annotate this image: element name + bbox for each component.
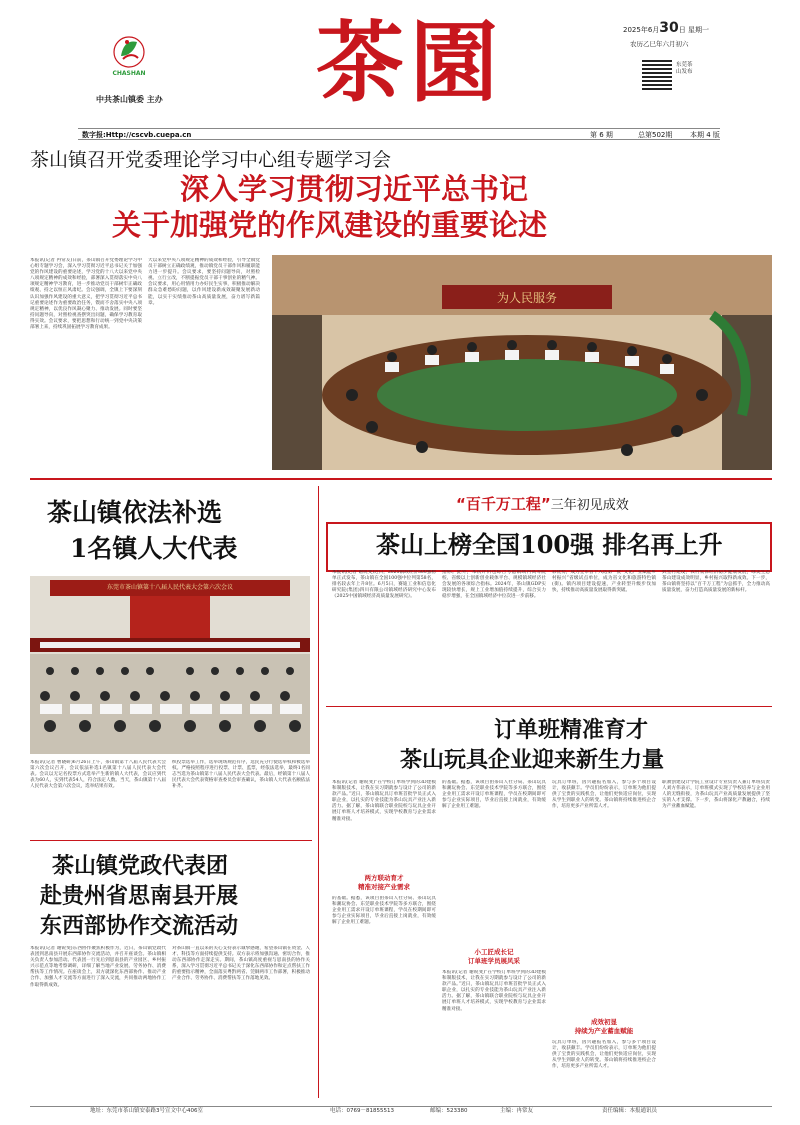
article5-body-col3b: 玩具订单班，因兴趣报名加入，参与多个项目设计，收获颇丰。学员们纷纷表示，订单班为他们提供了宝贵的实践机会，让他们更快适应岗位，实现从学生到职业人的转变。茶山镇将持续推进校企合作，培育更多产业所需人才。 xyxy=(552,1040,656,1070)
sponsor: 中共茶山镇委 主办 xyxy=(96,95,163,104)
subhead-1-line-2: 精准对接产业需求 xyxy=(358,883,410,892)
article3-body-col1: 本报讯(记者 谢锐斐)东西协作聚焦积极作为，近日，茶山镇党政代表团到思南县开展东西部协作交流活动，并召开座谈会。茶山镇相关负责人参加活动。代表团一行先后到思南县的产业园区、乡村振兴示范点等地考察调研，详细了解当地产业发展、劳务协作、消费帮扶等工作情况。在座谈会上，双方就深化东西部协作、推动产业合作、加强人才交流等方面进行了深入交流，共同推动两地协作工作取得新成效。 xyxy=(30,946,166,988)
masthead-title: 茶園 xyxy=(315,10,504,114)
article5-headline-2: 茶山玩具企业迎来新生力量 xyxy=(400,747,665,773)
article3-headline-2: 赴贵州省思南县开展 xyxy=(40,883,239,909)
kicker-rest: 三年初见成效 xyxy=(550,498,629,513)
website-link[interactable]: 数字报:Http://cscvb.cuepa.cn xyxy=(82,131,192,139)
info-bar xyxy=(78,128,720,140)
congress-hall-photo xyxy=(30,576,310,754)
article3-headline-3: 东西部协作交流活动 xyxy=(40,913,239,939)
article1-headline-2: 关于加强党的作风建设的重要论述 xyxy=(112,208,548,242)
divider-3 xyxy=(326,706,772,707)
article5-body-col1: 本报讯(记者 谢锐斐)“在学校订单班学到的3D建模和制版技术，让我在实习期就参与设计了公司的新款产品。”近日，茶山镇玩具订单班首批学员正式入职企业，以扎实的专业技能为茶山玩具产业注入新活力。据了解，茶山镇联合职业院校与玩具企业开展订单班人才培养模式，实现学校教育与企业需求精准对接。 xyxy=(332,780,436,822)
article1-kicker: 茶山镇召开党委理论学习中心组专题学习会 xyxy=(30,149,392,171)
date-day: 30 xyxy=(659,20,679,36)
date-year-month: 2025年6月 xyxy=(623,26,660,34)
date-weekday: 日 星期一 xyxy=(678,26,709,34)
article5-subhead-2 xyxy=(442,948,546,967)
subhead-1-line-1: 两方联动育才 xyxy=(364,874,404,882)
article2-body-col1: 本报讯(记者 曹晓研)6月26日上午，茶山镇第十八届人民代表大会第六次会议召开，会议依法补选1名镇第十八届人民代表大会代表。会议以无记名投票方式选举产生新的镇人大代表，会议应到代表为60人，实到代表54人，符合法定人数。当天，茶山镇第十八届人民代表大会第六次会议，选举结果有效。 xyxy=(30,760,166,790)
qr-code-icon[interactable] xyxy=(642,60,672,90)
footer-postcode: 邮编：523380 xyxy=(430,1108,468,1114)
article5-body-col2: 的基础。据悉，该项目由茶山人社分局、茶山玩具和潮玩协会、东莞职业技术学院等多方联合，围绕企业用工需求开设订单班课程，学员在校期间即可参与企业实际项目，毕业后直接上岗就业，有效缓解了企业用工难题。 xyxy=(442,780,546,810)
divider-2 xyxy=(30,840,312,841)
issue-number: 第 6 期 xyxy=(590,131,613,139)
footer-phone: 电话：0769－81855513 xyxy=(330,1108,394,1114)
subhead-2-line-2: 订单班学员展风采 xyxy=(468,957,520,966)
svg-text:为人民服务: 为人民服务 xyxy=(496,291,558,305)
article5-body-col1b: 的基础。据悉，该项目由茶山人社分局、茶山玩具和潮玩协会、东莞职业技术学院等多方联合，围绕企业用工需求开设订单班课程，学员在校期间即可参与企业实际项目，毕业后直接上岗就业，有效缓解了企业用工难题。 xyxy=(332,896,436,926)
article2-headline-1: 茶山镇依法补选 xyxy=(47,498,223,527)
subhead-3-line-1: 成效初显 xyxy=(591,1018,617,1026)
qr-caption: 东莞茶山发布 xyxy=(676,62,693,75)
footer-signoff: 责任编辑：本报通讯员 xyxy=(602,1108,658,1114)
article4-body-col1: 本报讯(记者 谢锐斐)近日，2025镇域经济500强榜单正式发布，茶山镇在全国100强中位列第58名，排名较去年上升8位。6月5日，赛迪工业和信息化研究院(集团)四川有限公司镇域经济研究中心发布《2025中国镇域经济高质量发展研究》。 xyxy=(332,570,436,600)
article5-subhead-3 xyxy=(552,1018,656,1037)
subhead-3-line-2: 持续为产业蓄血赋能 xyxy=(574,1027,634,1036)
article2-body-col2: 织投票选举工作，选举现场规范有序，选民充分行使选举权和被选举权。严格按照程序进行投票、计票、监票，经依法选举，最终1名同志当选为茶山镇第十八届人民代表大会代表。最后，经镇第十八届人民代表大会代表资格审查委员会审查确认，茶山镇人大代表名额依法补齐。 xyxy=(172,760,310,790)
article5-body-col4: 职教创建设计学院工业设计专业负责人兼订单班负责人刘方伟表示，订单班模式实现了学校培养与企业用人的无缝衔接，为茶山玩具产业高质量发展提供了坚实的人才支撑。下一步，茶山将深化产教融合，持续为产业蓄血赋能。 xyxy=(662,780,770,810)
edition-count: 本期 4 版 xyxy=(690,131,720,139)
article3-headline-1: 茶山镇党政代表团 xyxy=(52,853,229,879)
logo xyxy=(106,32,152,82)
footer-address: 地址：东莞市茶山镇安泰路3号宣文中心406室 xyxy=(90,1108,203,1114)
article1-meeting-photo xyxy=(272,255,772,470)
article4-body-col4: 典型村建设，农村集体经济稳步健康发展，绿美生态茶山建设成效明显，乡村振兴取得新成效。下一步，茶山镇将坚持以“百千万工程”为总抓手，全力推动高质量发展，奋力打造高质量发展的新标杆。 xyxy=(662,570,770,594)
total-number: 总第502期 xyxy=(638,131,673,139)
vertical-divider xyxy=(318,486,319,1098)
article2-headline-2: 1名镇人大代表 xyxy=(70,534,238,563)
article5-headline-1: 订单班精准育才 xyxy=(494,717,649,743)
footer-bar xyxy=(30,1106,772,1116)
article1-headline-1: 深入学习贯彻习近平总书记 xyxy=(180,172,529,206)
article5-body-col2b: 本报讯(记者 谢锐斐)“在学校订单班学到的3D建模和制版技术，让我在实习期就参与设计了公司的新款产品。”近日，茶山镇玩具订单班首批学员正式入职企业，以扎实的专业技能为茶山玩具产业注入新活力。据了解，茶山镇联合职业院校与玩具企业开展订单班人才培养模式，实现学校教育与企业需求精准对接。 xyxy=(442,970,546,1012)
logo-text: CHASHAN xyxy=(112,70,146,77)
photo-banner-text: 东莞市茶山镇第十八届人民代表大会第六次会议 xyxy=(106,584,233,591)
article1-body-col1: 本报讯(记者 冉常友)日前，茶山镇召开党委理论学习中心组专题学习会，深入学习贯彻习近平总书记关于加强党的作风建设的重要论述，学习党的十八大以来党中央八项规定精神的成效和经验，部署深入贯彻落实中央八项规定精神学习教育，进一步推动党员干部树牢正确政绩观、持之以恒正风肃纪。会议强调，全镇上下要深刻认识加强作风建设的重大意义，把学习贯彻习近平总书记重要论述作为重要政治任务，锲而不舍落实中央八项规定精神，以优良作风凝心聚力、推动发展。同时要坚持问题导向，对照检视查摆突出问题，确保学习教育取得实效。会议要求，要把思想和行动统一到党中央决策部署上来，持续巩固拓展学习教育成果。 xyxy=(30,258,142,331)
lunar-date: 农历乙巳年六月初六 xyxy=(630,40,689,48)
kicker-quote: “百千万工程” xyxy=(456,495,551,513)
article4-headline: 茶山上榜全国100强 排名再上升 xyxy=(376,530,723,559)
footer-editor: 主编：冉常友 xyxy=(500,1108,534,1114)
article2-congress-photo xyxy=(30,576,310,754)
article1-body-col2: 大以来党中央八项规定精神的成效和经验，引导全镇党员干部树立正确政绩观，推动镇党员干部作风和履职能力进一步提升。会议要求，要坚持问题导向，对照检视、立行立改，不断提振党员干部干事创业的精气神。会议要求，用心用情用力办好民生实事，积极推动解决群众急难愁盼问题，以作风建设新成效凝聚发展新动能，以实干实绩推动茶山高质量发展，奋力谱写新篇章。 xyxy=(148,258,260,306)
meeting-room-photo xyxy=(272,255,772,470)
article4-body-col3: 彩优势，成为全市首个入选第一批“文化产业赋能乡村振兴”省级试点单位，成为省文化和旅游特色镇(街)。镇内项目建设提速，产业转型升级步伐加快，持续推动高质量发展取得新突破。 xyxy=(552,570,656,594)
divider-1 xyxy=(30,478,772,480)
article3-body-col2: 对茶山镇一直以来的关心支持表示诚挚感谢，希望茶山镇在资金、人才、科技等方面持续提供支持。双方表示将加强沟通、密切合作，推动东西部协作走深走实。期间，茶山镇高度重视与思南县的协作关系，深入学习贯彻习近平总书记关于深化东西部协作和定点帮扶工作的重要指示精神，全面落实粤黔两省、莞铜两市工作部署，积极推动产业合作、劳务协作、消费帮扶等工作落地见效。 xyxy=(172,946,310,982)
article5-body-col3: 玩具订单班，因兴趣报名加入，参与多个项目设计，收获颇丰。学员们纷纷表示，订单班为他们提供了宝贵的实践机会，让他们更快适应岗位，实现从学生到职业人的转变。茶山镇将持续推进校企合作，培育更多产业所需人才。 xyxy=(552,780,656,810)
article4-kicker xyxy=(456,494,629,516)
subhead-2-line-1: 小工匠成长记 xyxy=(474,948,514,956)
article4-body-col2: 指标。此外，本次评价也综合考虑镇域内高等院校、省级以上创新创业载体平台、规模镇域经济社会发展的各项综合指标。2024年，茶山镇GDP实现较快增长，规上工业增加值持续提升，综合实力稳步增强，在全国镇域经济中位次进一步前移。 xyxy=(442,570,546,600)
article5-subhead-1 xyxy=(332,874,436,893)
issue-date xyxy=(623,18,709,38)
